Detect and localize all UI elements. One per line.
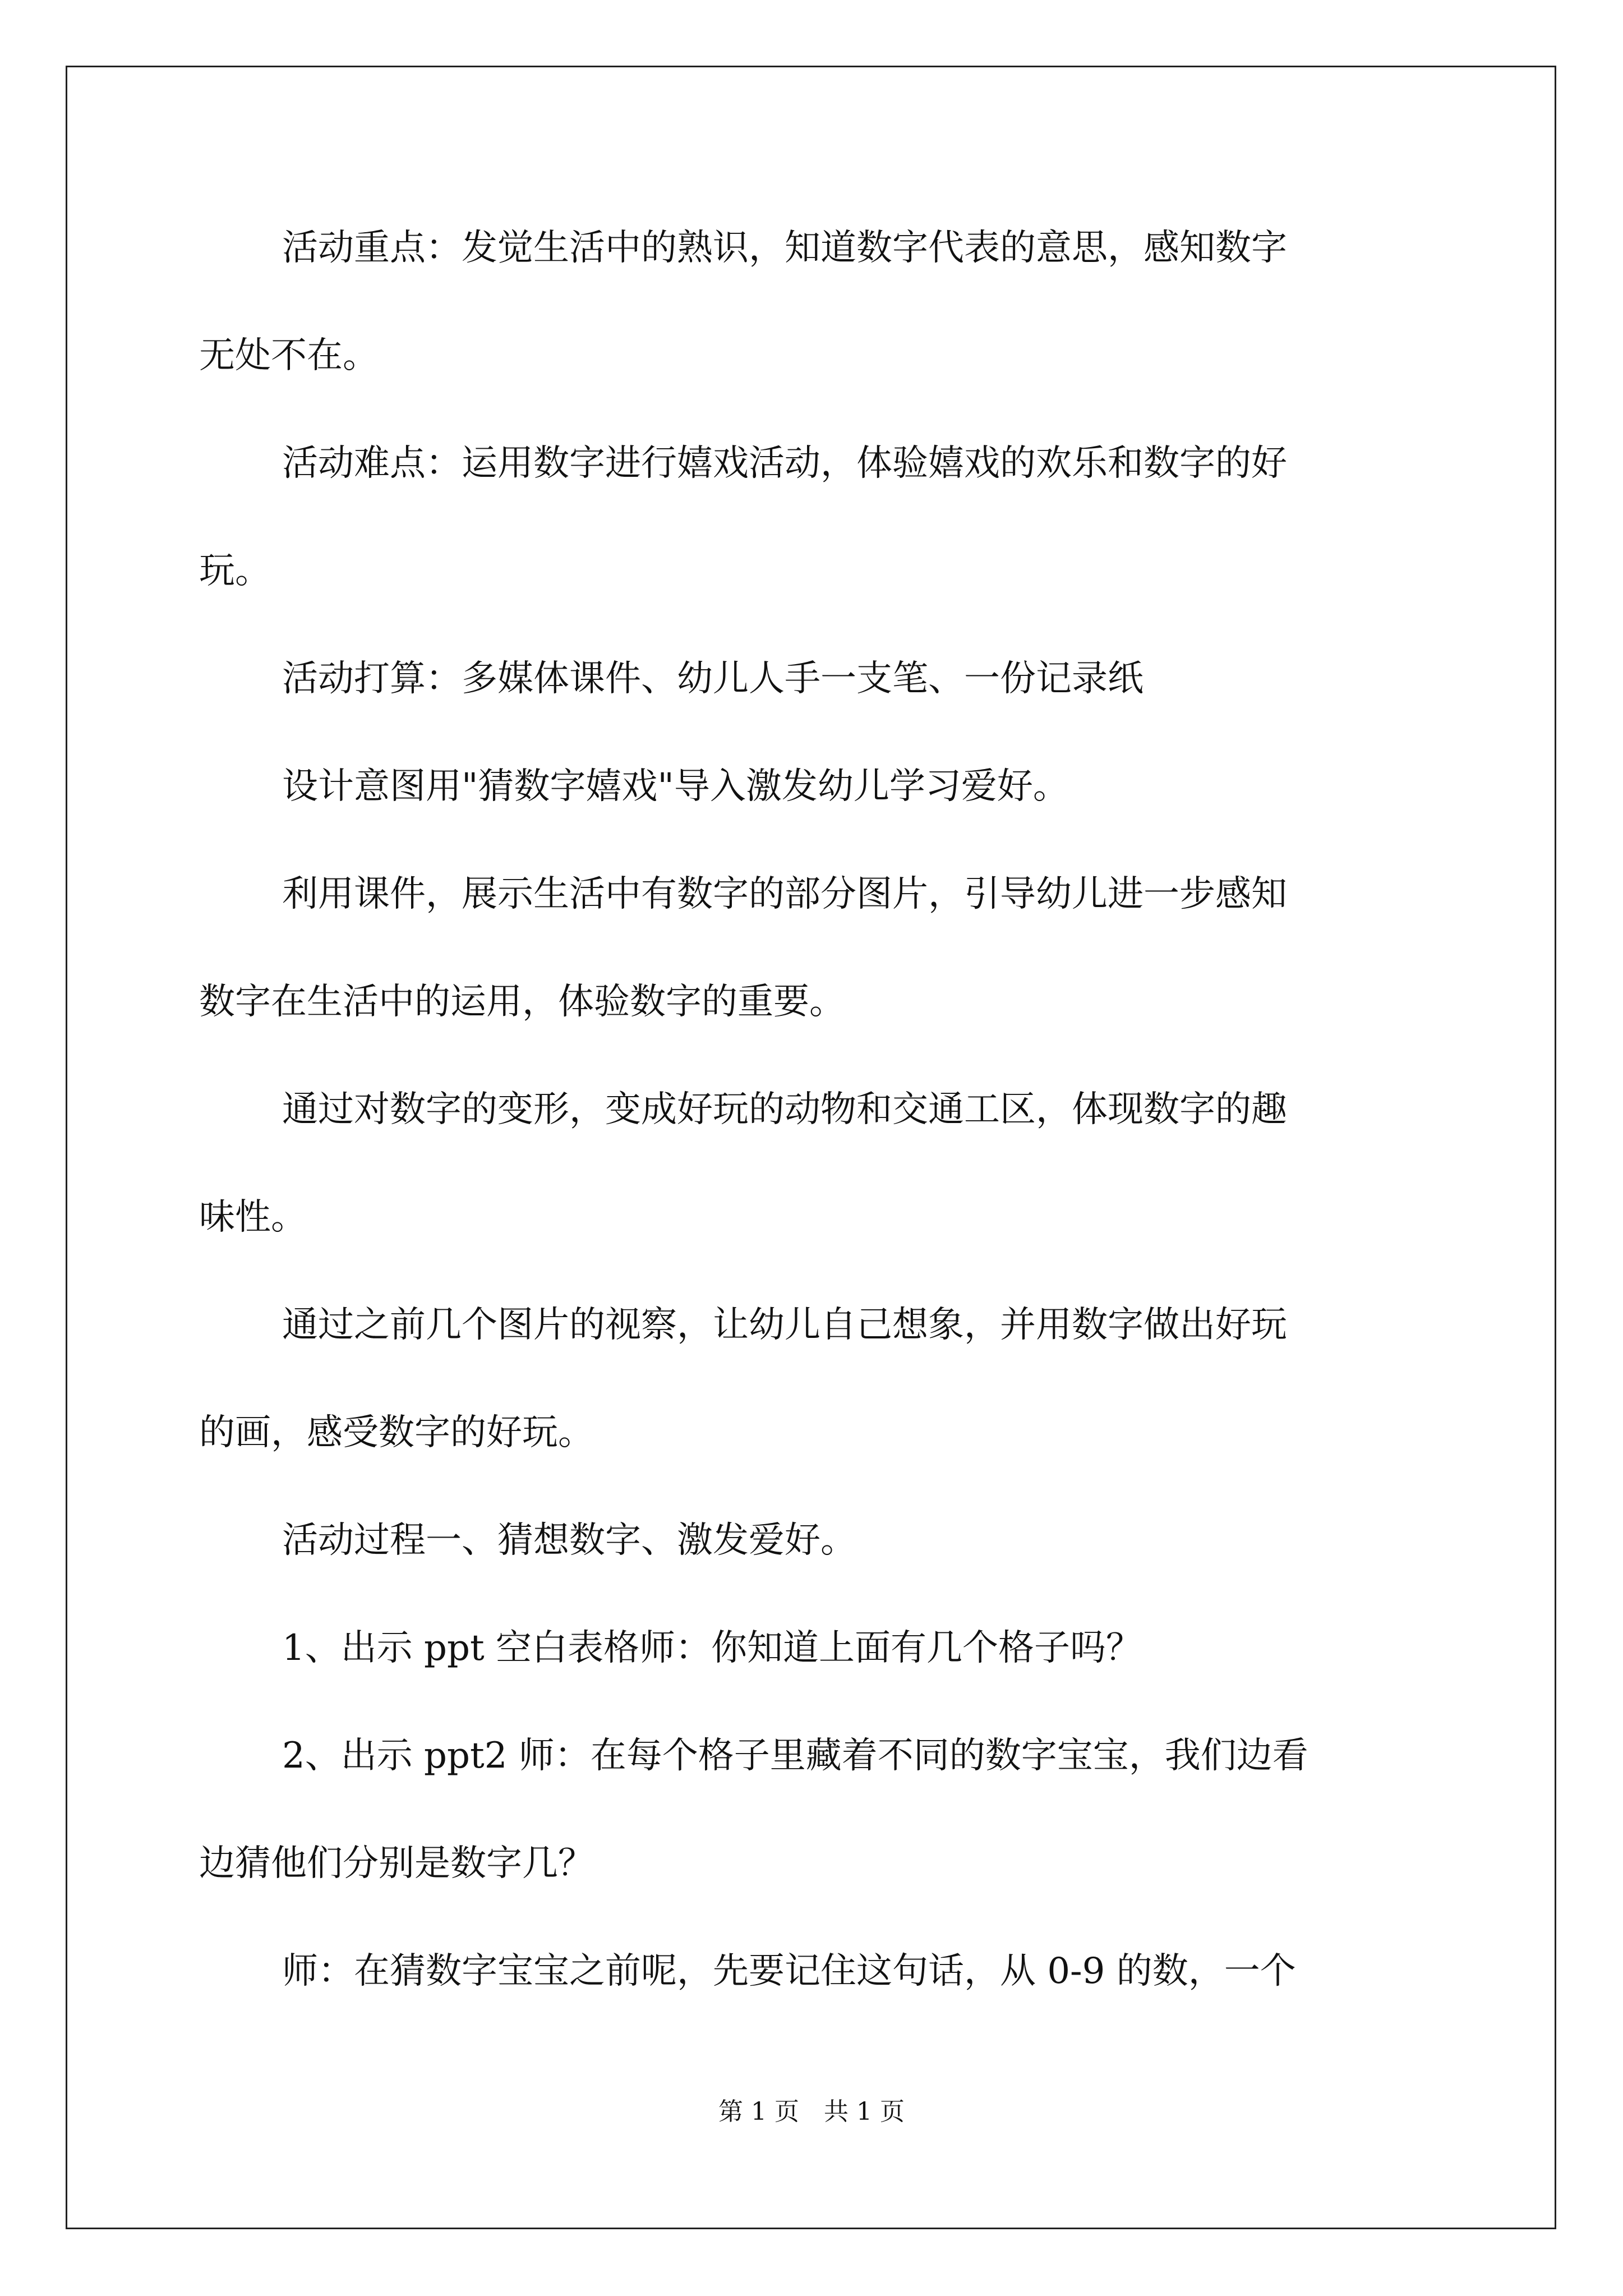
paragraph-line: 无处不在。 <box>199 335 379 376</box>
page-footer: 第 1 页 共 1 页 <box>718 2097 905 2126</box>
paragraph-line: 利用课件，展示生活中有数字的部分图片，引导幼儿进一步感知 <box>282 873 1287 915</box>
paragraph-line: 玩。 <box>199 550 271 592</box>
paragraph-line: 数字在生活中的运用，体验数字的重要。 <box>199 981 845 1023</box>
paragraph-line: 师：在猜数字宝宝之前呢，先要记住这句话，从 0-9 的数，一个 <box>282 1950 1296 1992</box>
paragraph-line: 的画，感受数字的好玩。 <box>199 1412 594 1453</box>
paragraph-line: 活动难点：运用数字进行嬉戏活动，体验嬉戏的欢乐和数字的好 <box>282 443 1287 484</box>
paragraph-line: 活动过程一、猜想数字、激发爱好。 <box>282 1520 856 1561</box>
paragraph-line: 通过对数字的变形，变成好玩的动物和交通工区，体现数字的趣 <box>282 1089 1287 1130</box>
paragraph-line: 设计意图用"猜数字嬉戏"导入激发幼儿学习爱好。 <box>282 766 1069 807</box>
paragraph-line: 活动重点：发觉生活中的熟识，知道数字代表的意思，感知数字 <box>282 227 1287 269</box>
paragraph-line: 边猜他们分别是数字几？ <box>199 1843 594 1884</box>
paragraph-line: 味性。 <box>199 1197 307 1238</box>
paragraph-line: 通过之前几个图片的视察，让幼儿自己想象，并用数字做出好玩 <box>282 1304 1287 1346</box>
paragraph-line: 2、出示 ppt2 师：在每个格子里藏着不同的数字宝宝，我们边看 <box>282 1735 1308 1777</box>
paragraph-line: 1、出示 ppt 空白表格师：你知道上面有几个格子吗？ <box>282 1627 1142 1669</box>
page-border <box>66 66 1556 2229</box>
paragraph-line: 活动打算：多媒体课件、幼儿人手一支笔、一份记录纸 <box>282 658 1144 700</box>
